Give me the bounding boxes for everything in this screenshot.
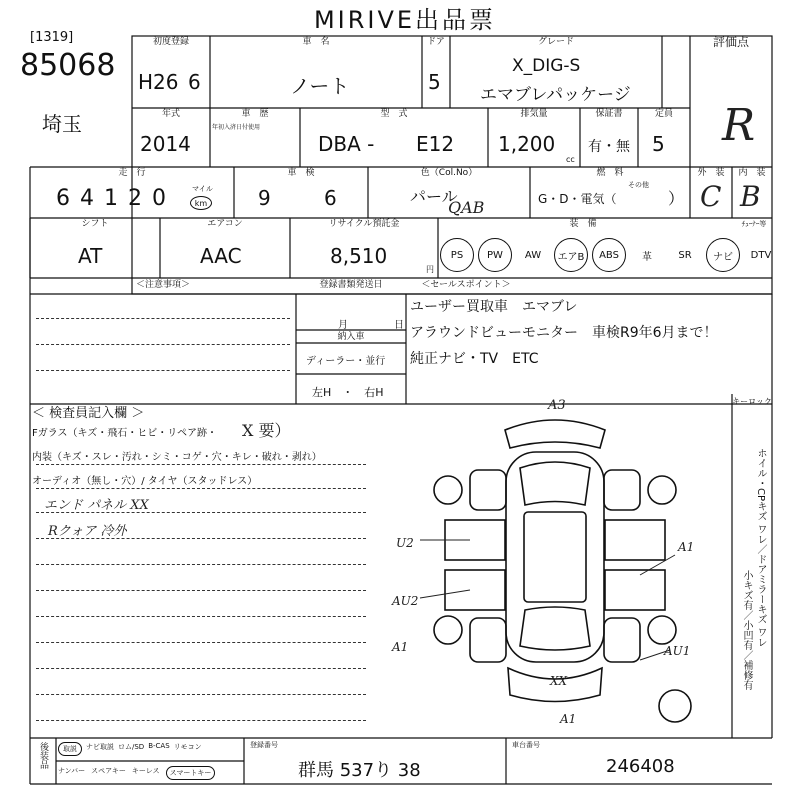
inspector-line xyxy=(36,694,366,695)
mileage-digit: 2 xyxy=(128,186,142,211)
key-lock-label: キーロック xyxy=(732,397,772,406)
label-history: 車 歴 xyxy=(241,109,269,119)
grade-line2: エマブレパッケージ xyxy=(480,85,631,105)
label-capacity: 定員 xyxy=(654,109,673,119)
label-recycle: リサイクル預託金 xyxy=(328,219,400,229)
label-car-name: 車 名 xyxy=(302,37,330,47)
label-equipment: 装 備 xyxy=(569,219,597,229)
footer-item: キーレス xyxy=(131,767,160,775)
sheet-code: [1319] xyxy=(30,30,74,45)
inspection-month: 6 xyxy=(324,186,337,210)
footer-item: ロム/SD xyxy=(118,743,145,751)
sales-point-2: アラウンドビューモニター 車検R9年6月まで！ xyxy=(410,325,718,341)
label-grade: グレード xyxy=(537,37,574,47)
footer-side-label: 後装品 xyxy=(38,742,48,769)
label-aircon: エアコン xyxy=(207,219,243,229)
damage-mark: U2 xyxy=(396,536,414,550)
car-name: ノート xyxy=(290,74,350,98)
inspection-year: 9 xyxy=(258,186,271,210)
footer-item: B-CAS xyxy=(148,742,170,750)
sales-point-3: 純正ナビ・TV ETC xyxy=(410,351,539,367)
equipment-item: SR xyxy=(678,249,692,261)
sales-point-1: ユーザー買取車 エマブレ xyxy=(410,299,578,315)
mileage-digit: 1 xyxy=(104,186,118,211)
inspector-row-3: オーディオ（無し・穴）/ タイヤ（スタッドレス） xyxy=(32,476,258,487)
label-tuner: ﾁｭｰﾅｰ等 xyxy=(741,220,767,228)
chassis-label: 車台番号 xyxy=(512,741,540,749)
footer-item: スマートキー xyxy=(166,766,216,780)
footer-item: ナビ取説 xyxy=(86,743,114,751)
reg-number: 群馬 537り 38 xyxy=(298,760,421,781)
aircon: AAC xyxy=(200,244,242,268)
inspector-header: ＜ 検査員記入欄 ＞ xyxy=(32,406,145,421)
inspector-line xyxy=(36,668,366,669)
reg-info-header: 登録書類発送日 xyxy=(319,280,383,290)
footer-row-2 xyxy=(58,766,215,780)
label-warranty: 保証書 xyxy=(595,109,623,119)
inspector-line xyxy=(36,590,366,591)
damage-mark: AU1 xyxy=(664,644,691,658)
color-code: QAB xyxy=(448,198,485,217)
inspector-line xyxy=(36,642,366,643)
equipment-item: ナビ xyxy=(706,238,740,272)
reg-month: 月 xyxy=(338,320,348,331)
inspector-line xyxy=(36,564,366,565)
lot-number: 85068 xyxy=(20,48,116,83)
km-unit: km xyxy=(190,196,212,210)
label-displacement: 排気量 xyxy=(520,109,548,119)
fuel-options: G・D・電気（ xyxy=(538,192,617,206)
model-prefix: DBA - xyxy=(318,132,375,156)
damage-mark: A1 xyxy=(678,540,695,554)
reg-number-label: 登録番号 xyxy=(250,741,278,749)
color-name: パール xyxy=(410,187,458,206)
notes-header: ＜注意事項＞ xyxy=(135,280,190,290)
recycle-fee: 8,510 xyxy=(330,244,388,268)
interior-grade: B xyxy=(740,180,761,213)
page-title: MIRIVE出品票 xyxy=(313,6,497,34)
damage-mark: A1 xyxy=(560,712,577,726)
inspector-line xyxy=(36,538,366,539)
label-year: 年式 xyxy=(161,109,180,119)
footer-item: スペアキー xyxy=(91,767,126,775)
rating: R xyxy=(722,100,756,151)
label-color: 色（Col.No） xyxy=(420,168,478,178)
prefecture: 埼玉 xyxy=(42,112,82,136)
footer-item: リモコン xyxy=(173,743,202,751)
label-model: 型 式 xyxy=(380,109,408,119)
label-first-reg: 初度登録 xyxy=(152,37,189,47)
damage-mark: A3 xyxy=(548,398,566,413)
side-column-text2: 小キズ有／小凹有／補修有 xyxy=(741,570,752,690)
exterior-grade: C xyxy=(700,180,722,213)
footer-item: ナンバー xyxy=(58,767,86,775)
note-line xyxy=(36,344,290,345)
model-year: 2014 xyxy=(140,132,191,156)
label-fuel: 燃 料 xyxy=(596,168,624,178)
label-evaluation: 評価点 xyxy=(712,35,749,49)
equipment-item: 革 xyxy=(642,251,652,263)
chassis-number: 246408 xyxy=(606,756,675,777)
mileage-digits xyxy=(56,186,166,211)
handwritten-note-2: Rクォア 冷外 xyxy=(48,524,127,539)
equipment-item: PS xyxy=(440,238,474,272)
warranty: 有・無 xyxy=(588,139,630,155)
dealer-option: ディーラー・並行 xyxy=(306,356,386,367)
damage-mark: AU2 xyxy=(392,594,419,608)
handwritten-note-1: エンド パネル XX xyxy=(44,498,149,513)
first-reg-month: 6 xyxy=(188,70,201,94)
shift: AT xyxy=(78,244,103,268)
inspector-line xyxy=(36,720,366,721)
note-line xyxy=(36,370,290,371)
inspector-row-2: 内装（キズ・スレ・汚れ・シミ・コゲ・穴・キレ・破れ・剥れ） xyxy=(32,452,322,463)
inspector-line xyxy=(36,512,366,513)
doors: 5 xyxy=(428,70,441,94)
equipment-item: AW xyxy=(524,249,542,261)
label-interior: 内 装 xyxy=(738,168,766,178)
fuel-other: その他 xyxy=(628,181,649,189)
footer-item: 取説 xyxy=(58,742,82,756)
damage-mark: A1 xyxy=(392,640,409,654)
reg-date: 日 xyxy=(394,320,404,331)
note-line xyxy=(36,318,290,319)
mileage-digit: 4 xyxy=(80,186,94,211)
nouyuusha-label: 納入車 xyxy=(337,332,365,342)
sales-points-header: ＜セールスポイント＞ xyxy=(421,280,511,290)
side-column-text: ホイル・CPキズ ワレ／ドアミラーキズ ワレ xyxy=(755,448,766,648)
label-exterior: 外 装 xyxy=(697,168,725,178)
equipment-list xyxy=(440,238,778,272)
grade-line1: X_DIG-S xyxy=(512,56,581,76)
capacity: 5 xyxy=(652,132,665,156)
inspector-line xyxy=(36,616,366,617)
cc-unit: cc xyxy=(566,155,575,164)
handle-option: 左H ・ 右H xyxy=(312,386,384,399)
footer-row-1 xyxy=(58,742,202,756)
history-note: 年初入済日付使用 xyxy=(212,124,261,131)
yen-unit: 円 xyxy=(426,265,434,274)
model-code: E12 xyxy=(416,132,455,156)
label-doors: ドア xyxy=(427,37,445,47)
inspector-line xyxy=(36,464,366,465)
label-shift: シフト xyxy=(81,219,109,229)
label-mileage: 走 行 xyxy=(118,168,146,178)
mileage-digit: 0 xyxy=(152,186,166,211)
equipment-item: ABS xyxy=(592,238,626,272)
equipment-item: DTV xyxy=(750,249,772,261)
label-inspection: 車 検 xyxy=(287,168,315,178)
mileage-digit: 6 xyxy=(56,186,70,211)
first-reg-year: H26 xyxy=(138,70,179,94)
inspector-line xyxy=(36,488,366,489)
fglass-mark: X 要） xyxy=(242,421,291,440)
fuel-other-close: ） xyxy=(668,189,685,208)
mile-unit: マイル xyxy=(192,185,213,193)
displacement: 1,200 xyxy=(498,132,556,156)
equipment-item: エアB xyxy=(554,238,588,272)
equipment-item: PW xyxy=(478,238,512,272)
inspector-row-1: Fガラス（キズ・飛石・ヒビ・リペア跡・ xyxy=(32,428,218,439)
damage-mark: XX xyxy=(550,674,568,688)
